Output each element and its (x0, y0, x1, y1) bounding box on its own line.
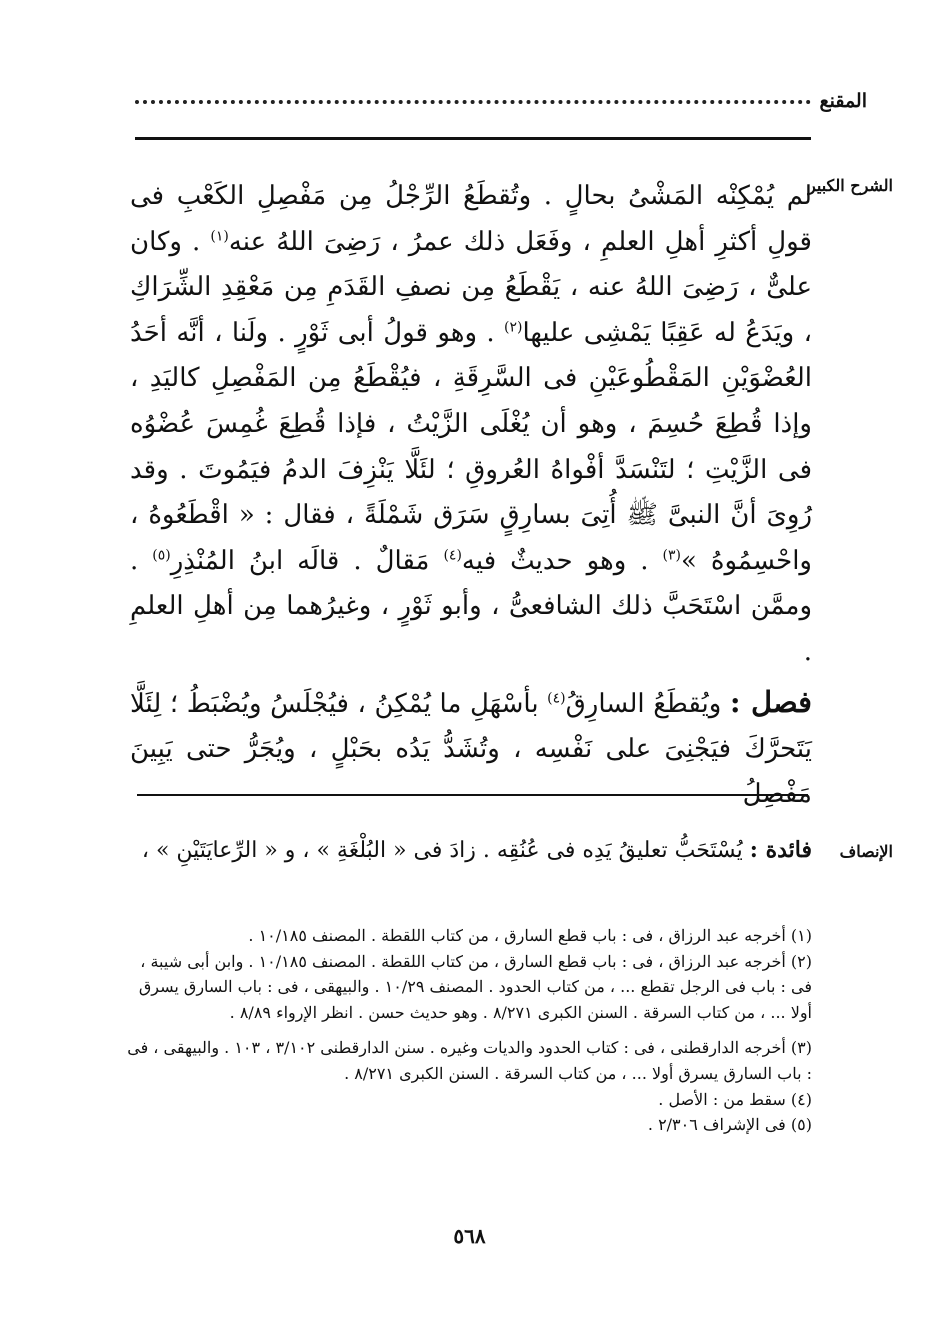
text-run: . وهو حديثٌ فيه (461, 545, 663, 576)
margin-label-insaf: الإنصاف (839, 842, 893, 861)
footnote: (٤) سقط من : الأصل . (658, 1089, 812, 1109)
section-divider (137, 794, 808, 796)
insaf-line (130, 834, 812, 867)
text-run: . وممَّن اسْتَحَبَّ ذلك الشافعىُّ ، وأبو ثَوْرٍ ، وغيرُهما مِن أهلِ العلمِ . (130, 545, 812, 667)
page-number: ٥٦٨ (453, 1224, 486, 1248)
footnote: (١) أخرجه عبد الرزاق ، فى : باب قطع السارق ، من كتاب اللقطة . المصنف ١٠/١٨٥ . (248, 926, 812, 945)
footnote-ref: (٤) (443, 547, 462, 564)
text-run: . وكان علىٌّ ، رَضِىَ اللهُ عنه ، يَقْطَعُ مِن نصفِ القَدَمِ مِن مَعْقِدِ الشِّرَاكِ ، ويَدَعُ له عَقِبًا يَمْشِى عليها (130, 226, 812, 348)
text-run: مَقالٌ . قالَه ابنُ المُنْذِرِ (170, 545, 444, 576)
text-run: لم يُمْكِنْه المَشْىُ بحالٍ . وتُقطَعُ الرِّجْلُ مِن مَفْصِلِ الكَعْبِ فى قولِ أكثرِ أهلِ العلمِ ، وفَعَل ذلك عمرُ ، رَضِىَ اللهُ عنه (130, 181, 812, 257)
fasl-paragraph (130, 680, 812, 817)
text-run: ويُقطَعُ السارِقُ (565, 689, 730, 719)
faida-label: فائدة : (749, 837, 812, 863)
footnote-ref: (٥) (152, 547, 171, 564)
footnote-ref: (١) (210, 227, 229, 244)
margin-label-sharh: الشرح الكبير (808, 176, 893, 195)
header-rule (135, 137, 811, 140)
section-heading-word: فصل : (729, 685, 812, 719)
footnote: (٣) أخرجه الدارقطنى ، فى : كتاب الحدود والديات وغيره . سنن الدارقطنى ٣/١٠٢ ، ١٠٣ . والبيهقى ، فى : باب السارق يسرق أولا ... ، من كتاب السرقة . السنن الكبرى ٨/٢٧١ . (127, 1038, 812, 1083)
footnote-ref: (٣) (662, 547, 681, 564)
footnote: (٢) أخرجه عبد الرزاق ، فى : باب قطع السارق ، من كتاب اللقطة . المصنف ١٠/١٨٥ . وابن أبى شيبة ، فى : باب فى الرجل تقطع ... ، من كتاب الحدود . المصنف ١٠/٢٩ . والبيهقى ، فى : باب السارق يسرق أولا ... ، من كتاب السرقة . السنن الكبرى ٨/٢٧١ . وهو حديث حسن . انظر الإرواء ٨/٨٩ . (138, 951, 812, 1022)
footnote-ref: (٤) (547, 690, 566, 707)
footnotes (125, 923, 812, 1138)
commentary-paragraph (130, 174, 812, 676)
footnote: (٥) فى الإشراف ٢/٣٠٦ . (647, 1115, 812, 1135)
insaf-body: يُسْتَحَبُّ تعليقُ يَدِه فى عُنُقِه . زادَ فى « البُلْغَةِ » ، و « الرِّعايَتَيْنِ » ، (141, 838, 750, 863)
text-run: بأسْهَلِ ما يُمْكِنُ ، فيُجْلَسُ ويُضْبَطُ ؛ لِئَلَّا يَتَحرَّكَ فيَجْنِىَ على نَفْسِه ، وتُشَدُّ يَدُه بحَبْلٍ ، ويُجَرُّ حتى يَبِينَ مَفْصِلُ (130, 689, 812, 809)
running-title: المقنع (819, 90, 867, 112)
header-dotted-leader (135, 100, 811, 114)
text-run: . وهو قولُ أبى ثَوْرٍ . ولَنا ، أنَّه أحَدُ العُضْوَيْنِ المَقْطُوعَيْنِ فى السَّرِقَةِ ، فيُقْطَعُ مِن المَفْصِلِ كاليَدِ ، وإذا قُطِعَ حُسِمَ ، وهو أن يُغْلَى الزَّيْتُ ، فإذا قُطِعَ غُمِسَ عُضْوُه فى الزَّيْتِ ؛ لتَنْسَدَّ أفْواهُ العُروقِ ؛ لئَلَّا يَنْزِفَ الدمُ فيَمُوتَ . وقد رُوِىَ أنَّ النبىَّ ﷺ أُتِىَ بسارِقٍ سَرَق شَمْلَةً ، فقال : « اقْطَعُوهُ ، واحْسِمُوهُ » (130, 317, 812, 576)
footnote-ref: (٢) (504, 319, 523, 336)
